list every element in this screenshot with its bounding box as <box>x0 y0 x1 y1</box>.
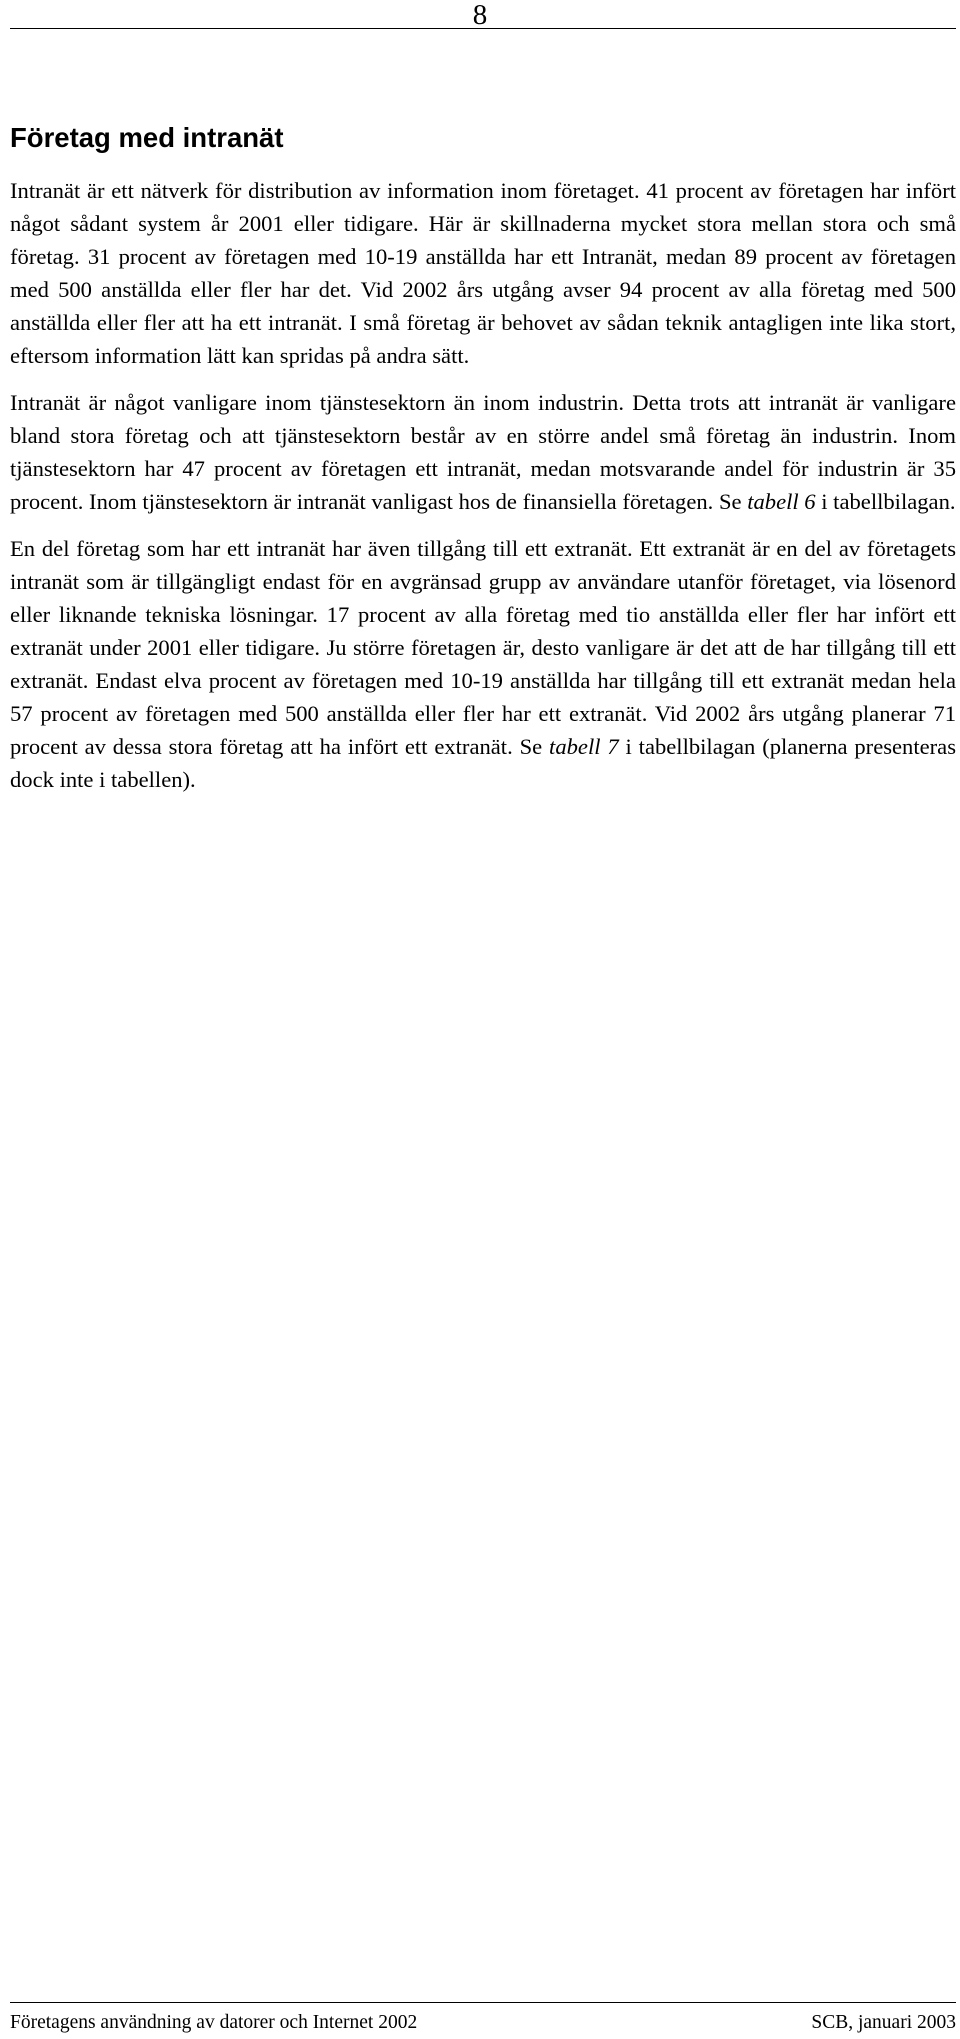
paragraph-text: i tabellbilagan (planerna presenteras dock inte i tabellen). <box>10 734 956 792</box>
header-rule <box>10 28 956 29</box>
table-reference: tabell 7 <box>549 734 619 759</box>
footer-rule <box>10 2002 956 2003</box>
paragraph-text: Intranät är något vanligare inom tjänstesektorn än inom industrin. Detta trots att intranät är vanligare bland stora företag och att tjänstesektorn består av en större andel små företag än industrin. Inom tjänstesektorn har 47 procent av företagen ett intranät, medan motsvarande andel för industrin är 35 procent. Inom tjänstesektorn är intranät vanligast hos de finansiella företagen. Se <box>10 390 956 514</box>
paragraph <box>10 532 956 796</box>
body-text <box>10 174 956 810</box>
paragraph <box>10 174 956 372</box>
footer-publication-title: Företagens användning av datorer och Internet 2002 <box>10 2012 418 2033</box>
page-number: 8 <box>472 0 488 31</box>
paragraph-text: En del företag som har ett intranät har även tillgång till ett extranät. Ett extranät är en del av företagets intranät som är tillgängligt endast för en avgränsad grupp av användare utanför företaget, via lösenord eller liknande tekniska lösningar. 17 procent av alla företag med tio anställda eller fler har infört ett extranät under 2001 eller tidigare. Ju större företagen är, desto vanligare är det att de har tillgång till ett extranät. Endast elva procent av företagen med 10-19 anställda har tillgång till ett extranät medan hela 57 procent av företagen med 500 anställda eller fler har ett extranät. Vid 2002 års utgång planerar 71 procent av dessa stora företag att ha infört ett extranät. Se <box>10 536 956 759</box>
footer-publisher-date: SCB, januari 2003 <box>811 2012 956 2033</box>
paragraph-text: Intranät är ett nätverk för distribution av information inom företaget. 41 procent av företagen har infört något sådant system år 2001 eller tidigare. Här är skillnaderna mycket stora mellan stora och små företag. 31 procent av företagen med 10-19 anställda har ett Intranät, medan 89 procent av företagen med 500 anställda eller fler har det. Vid 2002 års utgång avser 94 procent av alla företag med 500 anställda eller fler att ha ett intranät. I små företag är behovet av sådan teknik antagligen inte lika stort, eftersom information lätt kan spridas på andra sätt. <box>10 178 956 368</box>
paragraph-text: i tabellbilagan. <box>815 489 956 514</box>
table-reference: tabell 6 <box>747 489 816 514</box>
section-heading: Företag med intranät <box>10 122 284 153</box>
paragraph <box>10 386 956 518</box>
